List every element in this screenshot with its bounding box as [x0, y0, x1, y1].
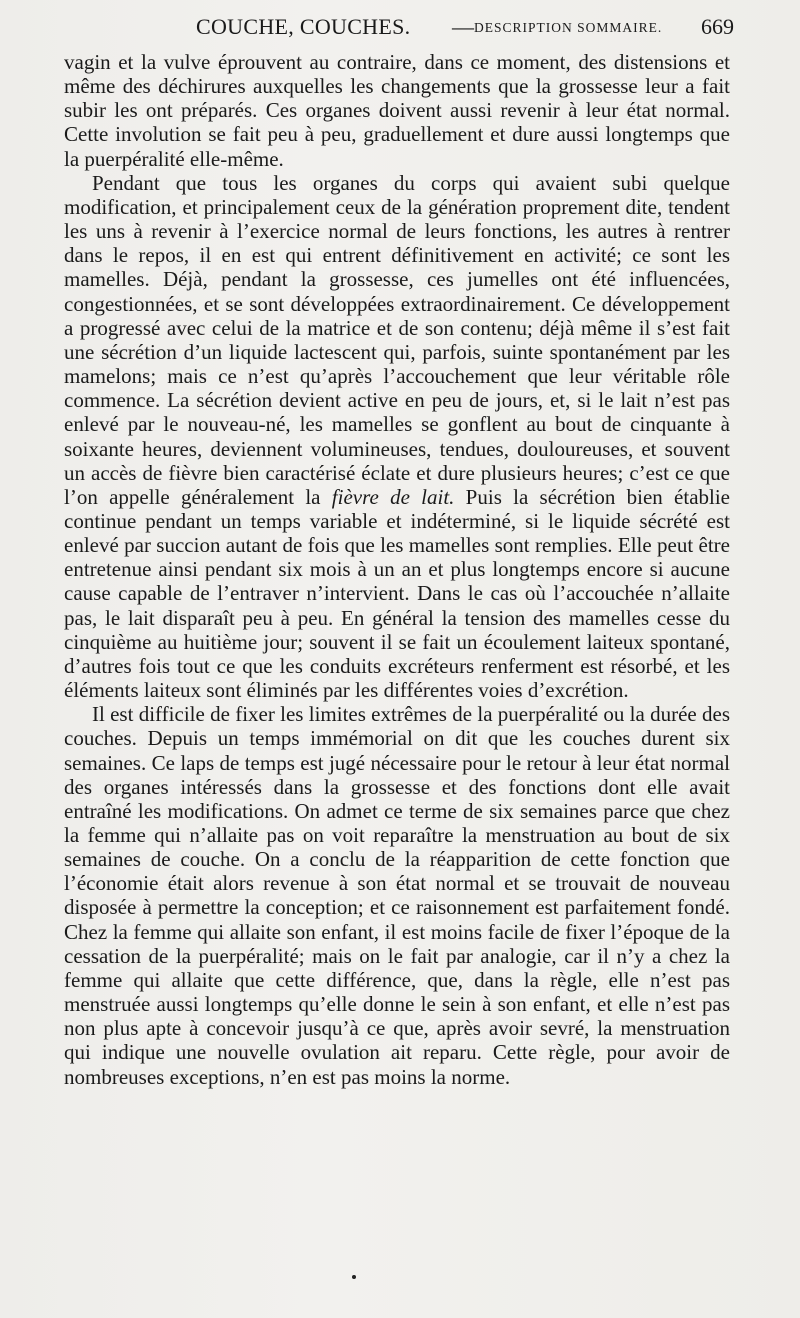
- paragraph-continuation: vagin et la vulve éprouvent au contraire, dans ce moment, des distensions et même des déchirures auxquelles les changements que la grossesse leur a fait subir les ont préparés. Ces organes doivent aussi revenir à leur état normal. Cette involution se fait peu à peu, graduellement et dure aussi longtemps que la puerpéralité elle-même.: [64, 50, 730, 171]
- running-header: [64, 14, 734, 42]
- body-text: [64, 50, 730, 1089]
- paragraph-mamelles-part-1: Pendant que tous les organes du corps qui avaient subi quelque modification, et principalement ceux de la génération proprement dite, tendent les uns à revenir à l’exercice normal de leurs fonctions, les autres à rentrer dans le repos, il en est qui entrent définitivement en activité; ce sont les mamelles. Déjà, pendant la grossesse, ces jumelles ont été influencées, congestionnées, et se sont développées extraordinairement. Ce développement a progressé avec celui de la matrice et de son contenu; déjà même il s’est fait une sécrétion d’un liquide lactescent qui, parfois, suinte spontanément par les mamelons; mais ce n’est qu’après l’accouchement que leur véritable rôle commence. La sécrétion devient active en peu de jours, et, si le lait n’est pas enlevé par le nouveau-né, les mamelles se gonflent au bout de cinquante à soixante heures, deviennent volumineuses, tendues, douloureuses, et souvent un accès de fièvre bien caractérisé éclate et dure plusieurs heures; c’est ce que l’on appelle généralement la: [64, 170, 730, 509]
- page-mark: [352, 1275, 356, 1279]
- paragraph-duree-couches: Il est difficile de fixer les limites extrêmes de la puerpéralité ou la durée des couches. Depuis un temps immémorial on dit que les couches durent six semaines. Ce laps de temps est jugé nécessaire pour le retour à leur état normal des organes intéressés dans la grossesse et des fonctions dont elle avait entraîné les modifications. On admet ce terme de six semaines parce que chez la femme qui n’allaite pas on voit reparaître la menstruation au bout de six semaines de couche. On a conclu de la réapparition de cette fonction que l’économie était alors revenue à son état normal et se trouvait de nouveau disposée à permettre la conception; et ce raisonnement est parfaitement fondé. Chez la femme qui allaite son enfant, il est moins facile de fixer l’époque de la cessation de la puerpéralité; mais on le fait par analogie, car il n’y a chez la femme qui allaite que cette différence, que, dans la règle, elle n’est pas menstruée aussi longtemps qu’elle donne le sein à son enfant, et elle n’est pas non plus apte à concevoir jusqu’à ce que, après avoir sevré, la menstruation qui indique une nouvelle ovulation ait reparu. Cette règle, pour avoir de nombreuses exceptions, n’en est pas moins la norme.: [64, 702, 730, 1089]
- paragraph-mamelles: [64, 171, 730, 702]
- header-subtitle: DESCRIPTION SOMMAIRE.: [474, 20, 663, 35]
- header-dash: —: [452, 14, 474, 39]
- page-number: 669: [701, 14, 734, 39]
- italic-term: fièvre de lait.: [331, 484, 455, 509]
- header-title: COUCHE, COUCHES.: [196, 14, 411, 39]
- paragraph-mamelles-part-2: Puis la sécrétion bien établie continue pendant un temps variable et indéterminé, si le liquide sécrété est enlevé par succion autant de fois que les mamelles sont remplies. Elle peut être entretenue ainsi pendant six mois à un an et plus longtemps encore si aucune cause capable de l’entraver n’intervient. Dans le cas où l’accouchée n’allaite pas, le lait disparaît peu à peu. En général la tension des mamelles cesse du cinquième au huitième jour; souvent il se fait un écoulement laiteux spontané, d’autres fois tout ce que les conduits excréteurs renferment est résorbé, et les éléments laiteux sont éliminés par les différentes voies d’excrétion.: [64, 484, 731, 703]
